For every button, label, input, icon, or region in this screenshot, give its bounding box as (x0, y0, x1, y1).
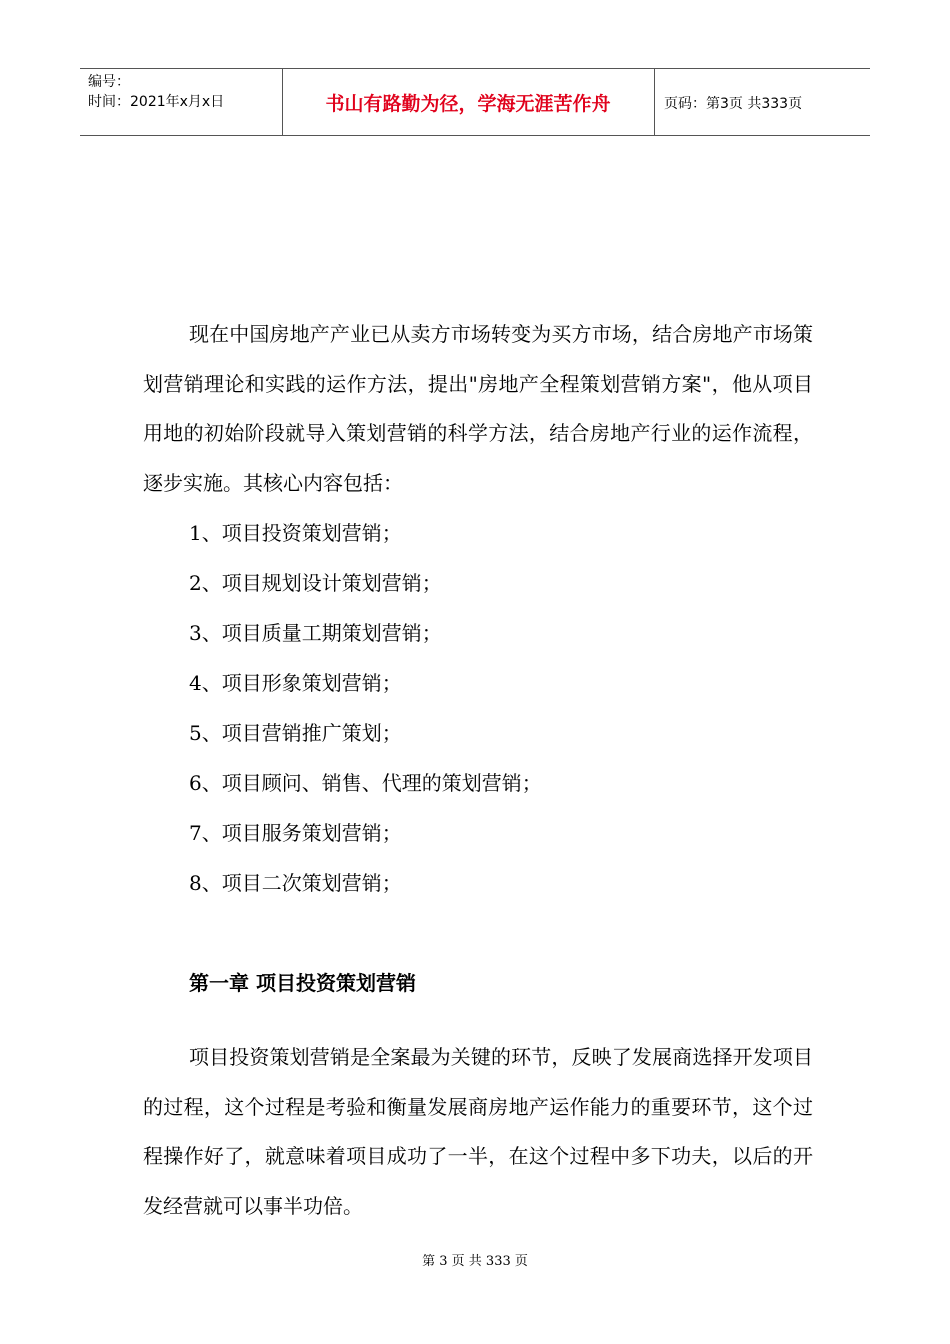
header-meta (88, 72, 288, 112)
intro-paragraph: 现在中国房地产产业已从卖方市场转变为买方市场，结合房地产市场策划营销理论和实践的运作方法，提出"房地产全程策划营销方案"，他从项目用地的初始阶段就导入策划营销的科学方法，结合房地产行业的运作流程，逐步实施。其核心内容包括： (143, 322, 813, 495)
list-item: 4、项目形象策划营销； (189, 671, 402, 695)
header-motto: 书山有路勤为径，学海无涯苦作舟 (325, 93, 611, 115)
header-page-info: 页码：第3页 共333页 (664, 95, 803, 112)
list-item: 5、项目营销推广策划； (189, 721, 402, 745)
list-item: 8、项目二次策划营销； (189, 871, 402, 895)
list-item: 7、项目服务策划营销； (189, 821, 402, 845)
header-divider-right (654, 69, 655, 136)
page-header (80, 68, 870, 136)
list-item: 1、项目投资策划营销； (189, 521, 402, 545)
chapter-title: 第一章 项目投资策划营销 (189, 971, 416, 995)
list-item: 3、项目质量工期策划营销； (189, 621, 442, 645)
chapter-body-paragraph: 项目投资策划营销是全案最为关键的环节，反映了发展商选择开发项目的过程，这个过程是考验和衡量发展商房地产运作能力的重要环节，这个过程操作好了，就意味着项目成功了一半，在这个过程中多下功夫，以后的开发经营就可以事半功倍。 (143, 1045, 813, 1218)
header-time-label: 时间：2021年x月x日 (88, 94, 225, 110)
header-number-label: 编号： (88, 74, 130, 90)
list-item: 2、项目规划设计策划营销； (189, 571, 442, 595)
list-item: 6、项目顾问、销售、代理的策划营销； (189, 771, 542, 795)
content-list (189, 508, 542, 908)
page-footer: 第 3 页 共 333 页 (422, 1254, 528, 1269)
